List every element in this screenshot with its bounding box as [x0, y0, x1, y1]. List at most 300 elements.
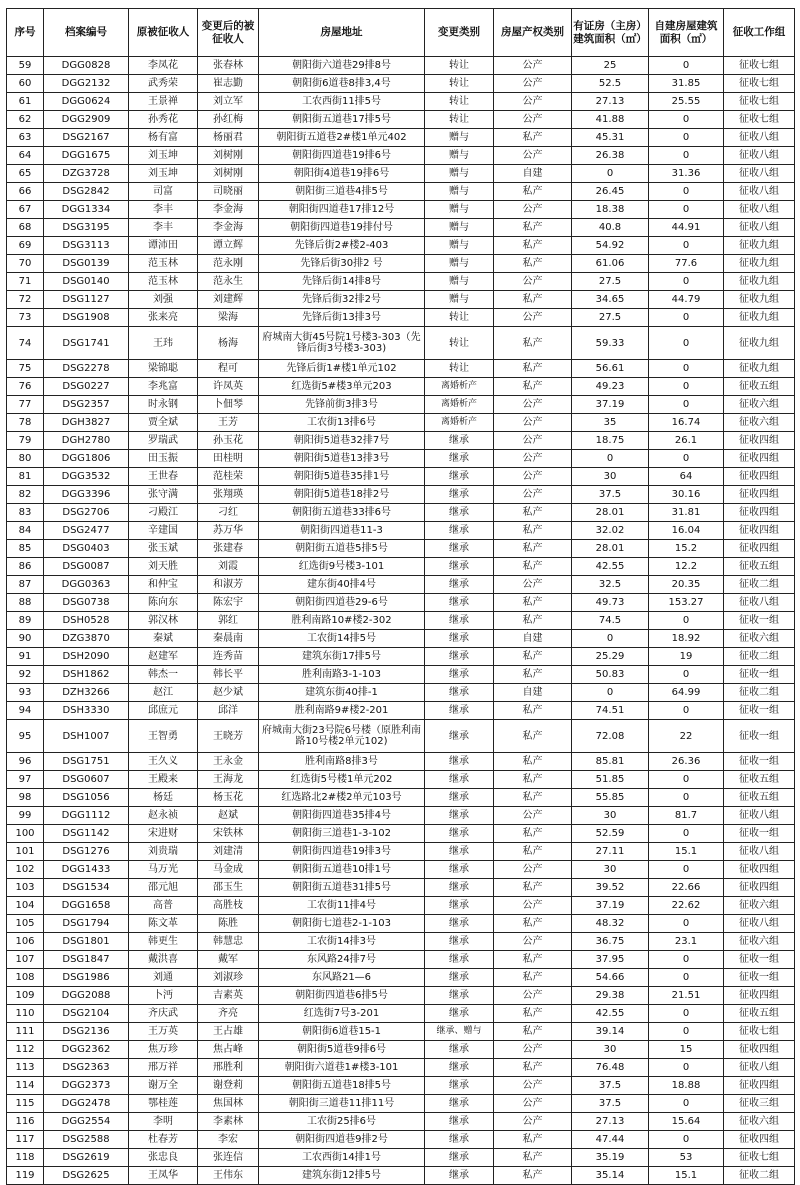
table-row [7, 933, 795, 951]
table-row [7, 1077, 795, 1095]
house-address-cell: 朝阳街七道巷2-1-103 [259, 915, 425, 933]
new-owner-cell: 戴军 [198, 951, 259, 969]
self-built-area-cell: 0 [649, 183, 724, 201]
house-address-cell: 东风路24排7号 [259, 951, 425, 969]
self-built-area-cell: 0 [649, 273, 724, 291]
row-number-cell: 65 [7, 165, 44, 183]
row-number-cell: 81 [7, 468, 44, 486]
house-address-cell: 朝阳街6道巷15-1 [259, 1023, 425, 1041]
certified-area-cell: 76.48 [572, 1059, 649, 1077]
row-number-cell: 115 [7, 1095, 44, 1113]
property-type-cell: 公产 [494, 414, 572, 432]
archive-id-cell: DSH3330 [44, 702, 129, 720]
table-row [7, 951, 795, 969]
change-type-cell: 转让 [425, 327, 494, 360]
work-group-cell: 征收一组 [724, 702, 795, 720]
property-type-cell: 公产 [494, 111, 572, 129]
change-type-cell: 转让 [425, 360, 494, 378]
property-type-cell: 私产 [494, 969, 572, 987]
header-cell: 房屋地址 [259, 9, 425, 57]
new-owner-cell: 邢胜利 [198, 1059, 259, 1077]
self-built-area-cell: 15.1 [649, 1167, 724, 1185]
certified-area-cell: 25 [572, 57, 649, 75]
original-owner-cell: 李丰 [129, 201, 198, 219]
change-type-cell: 继承、赠与 [425, 1023, 494, 1041]
house-address-cell: 朝阳街三道巷4排5号 [259, 183, 425, 201]
work-group-cell: 征收四组 [724, 987, 795, 1005]
table-row [7, 93, 795, 111]
header-cell: 变更类别 [425, 9, 494, 57]
row-number-cell: 116 [7, 1113, 44, 1131]
certified-area-cell: 0 [572, 684, 649, 702]
house-address-cell: 朝阳街5道巷18排2号 [259, 486, 425, 504]
work-group-cell: 征收五组 [724, 378, 795, 396]
house-address-cell: 朝阳街三道巷11排11号 [259, 1095, 425, 1113]
change-type-cell: 继承 [425, 612, 494, 630]
table-row [7, 1167, 795, 1185]
archive-id-cell: DSG1741 [44, 327, 129, 360]
original-owner-cell: 李丰 [129, 219, 198, 237]
archive-id-cell: DSG2357 [44, 396, 129, 414]
row-number-cell: 107 [7, 951, 44, 969]
house-address-cell: 工农街14排5号 [259, 630, 425, 648]
certified-area-cell: 0 [572, 450, 649, 468]
original-owner-cell: 时永钢 [129, 396, 198, 414]
table-row [7, 987, 795, 1005]
new-owner-cell: 王晓芳 [198, 720, 259, 753]
work-group-cell: 征收八组 [724, 915, 795, 933]
original-owner-cell: 韩杰一 [129, 666, 198, 684]
original-owner-cell: 武秀荣 [129, 75, 198, 93]
property-type-cell: 公产 [494, 147, 572, 165]
table-row [7, 219, 795, 237]
table-row [7, 558, 795, 576]
house-address-cell: 先锋后街2#楼2-403 [259, 237, 425, 255]
house-address-cell: 工农街13排6号 [259, 414, 425, 432]
self-built-area-cell: 0 [649, 969, 724, 987]
new-owner-cell: 杨丽君 [198, 129, 259, 147]
certified-area-cell: 45.31 [572, 129, 649, 147]
change-type-cell: 继承 [425, 504, 494, 522]
expropriation-table [6, 8, 795, 1185]
work-group-cell: 征收六组 [724, 396, 795, 414]
archive-id-cell: DGG0363 [44, 576, 129, 594]
change-type-cell: 转让 [425, 57, 494, 75]
row-number-cell: 110 [7, 1005, 44, 1023]
property-type-cell: 私产 [494, 183, 572, 201]
house-address-cell: 府城南大街23号院6号楼（原胜利南路10号楼2单元102) [259, 720, 425, 753]
house-address-cell: 工农街25排6号 [259, 1113, 425, 1131]
table-row [7, 57, 795, 75]
archive-id-cell: DZG3728 [44, 165, 129, 183]
property-type-cell: 私产 [494, 915, 572, 933]
new-owner-cell: 田桂明 [198, 450, 259, 468]
new-owner-cell: 范桂荣 [198, 468, 259, 486]
new-owner-cell: 赵少斌 [198, 684, 259, 702]
row-number-cell: 104 [7, 897, 44, 915]
new-owner-cell: 刘树刚 [198, 147, 259, 165]
work-group-cell: 征收三组 [724, 1095, 795, 1113]
self-built-area-cell: 22.62 [649, 897, 724, 915]
self-built-area-cell: 0 [649, 201, 724, 219]
house-address-cell: 胜利南路3-1-103 [259, 666, 425, 684]
change-type-cell: 赠与 [425, 165, 494, 183]
original-owner-cell: 谭沛田 [129, 237, 198, 255]
table-row [7, 147, 795, 165]
document-page [6, 8, 794, 1185]
original-owner-cell: 王智勇 [129, 720, 198, 753]
certified-area-cell: 35.14 [572, 1167, 649, 1185]
work-group-cell: 征收八组 [724, 843, 795, 861]
self-built-area-cell: 64 [649, 468, 724, 486]
row-number-cell: 71 [7, 273, 44, 291]
certified-area-cell: 37.5 [572, 486, 649, 504]
change-type-cell: 继承 [425, 825, 494, 843]
header-cell: 征收工作组 [724, 9, 795, 57]
self-built-area-cell: 0 [649, 666, 724, 684]
new-owner-cell: 李金海 [198, 219, 259, 237]
certified-area-cell: 49.73 [572, 594, 649, 612]
original-owner-cell: 秦斌 [129, 630, 198, 648]
self-built-area-cell: 0 [649, 1131, 724, 1149]
self-built-area-cell: 0 [649, 111, 724, 129]
original-owner-cell: 王万英 [129, 1023, 198, 1041]
work-group-cell: 征收九组 [724, 309, 795, 327]
self-built-area-cell: 19 [649, 648, 724, 666]
table-row [7, 522, 795, 540]
new-owner-cell: 吉素英 [198, 987, 259, 1005]
archive-id-cell: DSG1142 [44, 825, 129, 843]
change-type-cell: 继承 [425, 807, 494, 825]
row-number-cell: 62 [7, 111, 44, 129]
archive-id-cell: DSG1847 [44, 951, 129, 969]
original-owner-cell: 邱庶元 [129, 702, 198, 720]
original-owner-cell: 梁锦聪 [129, 360, 198, 378]
house-address-cell: 朝阳街5道巷35排1号 [259, 468, 425, 486]
house-address-cell: 先锋后街1#楼1单元102 [259, 360, 425, 378]
self-built-area-cell: 0 [649, 1023, 724, 1041]
certified-area-cell: 27.11 [572, 843, 649, 861]
certified-area-cell: 27.13 [572, 1113, 649, 1131]
change-type-cell: 赠与 [425, 147, 494, 165]
house-address-cell: 先锋后街30排2 号 [259, 255, 425, 273]
property-type-cell: 公产 [494, 468, 572, 486]
row-number-cell: 111 [7, 1023, 44, 1041]
original-owner-cell: 刘强 [129, 291, 198, 309]
house-address-cell: 先锋后街13排3号 [259, 309, 425, 327]
archive-id-cell: DSG0227 [44, 378, 129, 396]
work-group-cell: 征收八组 [724, 594, 795, 612]
new-owner-cell: 陈宏宇 [198, 594, 259, 612]
original-owner-cell: 王久义 [129, 753, 198, 771]
work-group-cell: 征收五组 [724, 558, 795, 576]
change-type-cell: 继承 [425, 1113, 494, 1131]
original-owner-cell: 杨廷 [129, 789, 198, 807]
original-owner-cell: 张忠良 [129, 1149, 198, 1167]
row-number-cell: 103 [7, 879, 44, 897]
property-type-cell: 私产 [494, 1059, 572, 1077]
certified-area-cell: 25.29 [572, 648, 649, 666]
self-built-area-cell: 0 [649, 57, 724, 75]
property-type-cell: 公产 [494, 273, 572, 291]
property-type-cell: 公产 [494, 57, 572, 75]
house-address-cell: 红选街5号楼1单元202 [259, 771, 425, 789]
self-built-area-cell: 64.99 [649, 684, 724, 702]
change-type-cell: 继承 [425, 897, 494, 915]
work-group-cell: 征收五组 [724, 1005, 795, 1023]
original-owner-cell: 王殿来 [129, 771, 198, 789]
self-built-area-cell: 0 [649, 825, 724, 843]
new-owner-cell: 程可 [198, 360, 259, 378]
self-built-area-cell: 12.2 [649, 558, 724, 576]
change-type-cell: 继承 [425, 468, 494, 486]
new-owner-cell: 陈胜 [198, 915, 259, 933]
work-group-cell: 征收五组 [724, 789, 795, 807]
table-header-row [7, 9, 795, 57]
property-type-cell: 私产 [494, 843, 572, 861]
archive-id-cell: DSG1056 [44, 789, 129, 807]
certified-area-cell: 52.5 [572, 75, 649, 93]
archive-id-cell: DZH3266 [44, 684, 129, 702]
work-group-cell: 征收七组 [724, 93, 795, 111]
work-group-cell: 征收九组 [724, 255, 795, 273]
change-type-cell: 赠与 [425, 129, 494, 147]
certified-area-cell: 51.85 [572, 771, 649, 789]
table-row [7, 807, 795, 825]
property-type-cell: 公产 [494, 807, 572, 825]
self-built-area-cell: 0 [649, 237, 724, 255]
table-row [7, 291, 795, 309]
house-address-cell: 先锋前街3排3号 [259, 396, 425, 414]
self-built-area-cell: 44.79 [649, 291, 724, 309]
work-group-cell: 征收八组 [724, 129, 795, 147]
table-row [7, 378, 795, 396]
certified-area-cell: 39.52 [572, 879, 649, 897]
change-type-cell: 继承 [425, 933, 494, 951]
original-owner-cell: 孙秀花 [129, 111, 198, 129]
change-type-cell: 继承 [425, 915, 494, 933]
house-address-cell: 朝阳街四道巷35排4号 [259, 807, 425, 825]
header-cell: 变更后的被征收人 [198, 9, 259, 57]
house-address-cell: 朝阳街五道巷17排5号 [259, 111, 425, 129]
property-type-cell: 私产 [494, 1149, 572, 1167]
row-number-cell: 68 [7, 219, 44, 237]
row-number-cell: 100 [7, 825, 44, 843]
work-group-cell: 征收一组 [724, 951, 795, 969]
change-type-cell: 赠与 [425, 183, 494, 201]
row-number-cell: 78 [7, 414, 44, 432]
property-type-cell: 私产 [494, 702, 572, 720]
new-owner-cell: 马金成 [198, 861, 259, 879]
property-type-cell: 私产 [494, 378, 572, 396]
certified-area-cell: 37.5 [572, 1077, 649, 1095]
property-type-cell: 公产 [494, 396, 572, 414]
change-type-cell: 继承 [425, 1131, 494, 1149]
archive-id-cell: DSG0738 [44, 594, 129, 612]
row-number-cell: 73 [7, 309, 44, 327]
house-address-cell: 朝阳街五道巷31排5号 [259, 879, 425, 897]
self-built-area-cell: 0 [649, 396, 724, 414]
certified-area-cell: 41.88 [572, 111, 649, 129]
new-owner-cell: 韩长平 [198, 666, 259, 684]
house-address-cell: 红选街5#楼3单元203 [259, 378, 425, 396]
table-row [7, 540, 795, 558]
row-number-cell: 94 [7, 702, 44, 720]
work-group-cell: 征收八组 [724, 147, 795, 165]
table-row [7, 771, 795, 789]
property-type-cell: 私产 [494, 360, 572, 378]
table-row [7, 594, 795, 612]
self-built-area-cell: 0 [649, 450, 724, 468]
self-built-area-cell: 15 [649, 1041, 724, 1059]
table-row [7, 486, 795, 504]
new-owner-cell: 刘霞 [198, 558, 259, 576]
table-row [7, 309, 795, 327]
header-cell: 房屋产权类别 [494, 9, 572, 57]
work-group-cell: 征收七组 [724, 57, 795, 75]
work-group-cell: 征收二组 [724, 684, 795, 702]
new-owner-cell: 崔志勤 [198, 75, 259, 93]
archive-id-cell: DSG1986 [44, 969, 129, 987]
archive-id-cell: DSG2104 [44, 1005, 129, 1023]
archive-id-cell: DGG2909 [44, 111, 129, 129]
table-row [7, 576, 795, 594]
property-type-cell: 公产 [494, 576, 572, 594]
property-type-cell: 公产 [494, 1077, 572, 1095]
header-cell: 原被征收人 [129, 9, 198, 57]
new-owner-cell: 王占雄 [198, 1023, 259, 1041]
change-type-cell: 继承 [425, 951, 494, 969]
work-group-cell: 征收一组 [724, 666, 795, 684]
property-type-cell: 公产 [494, 861, 572, 879]
property-type-cell: 私产 [494, 540, 572, 558]
row-number-cell: 59 [7, 57, 44, 75]
new-owner-cell: 秦晨南 [198, 630, 259, 648]
row-number-cell: 84 [7, 522, 44, 540]
original-owner-cell: 赵江 [129, 684, 198, 702]
house-address-cell: 红选路北2#楼2单元103号 [259, 789, 425, 807]
row-number-cell: 70 [7, 255, 44, 273]
certified-area-cell: 54.66 [572, 969, 649, 987]
property-type-cell: 私产 [494, 129, 572, 147]
change-type-cell: 继承 [425, 861, 494, 879]
change-type-cell: 继承 [425, 1149, 494, 1167]
self-built-area-cell: 20.35 [649, 576, 724, 594]
change-type-cell: 转让 [425, 309, 494, 327]
table-row [7, 504, 795, 522]
original-owner-cell: 范玉林 [129, 255, 198, 273]
new-owner-cell: 王芳 [198, 414, 259, 432]
table-row [7, 165, 795, 183]
house-address-cell: 红选街7号3-201 [259, 1005, 425, 1023]
row-number-cell: 105 [7, 915, 44, 933]
archive-id-cell: DSG3113 [44, 237, 129, 255]
house-address-cell: 朝阳街四道巷19排3号 [259, 843, 425, 861]
new-owner-cell: 杨玉花 [198, 789, 259, 807]
self-built-area-cell: 53 [649, 1149, 724, 1167]
archive-id-cell: DGG2554 [44, 1113, 129, 1131]
self-built-area-cell: 0 [649, 1005, 724, 1023]
certified-area-cell: 32.02 [572, 522, 649, 540]
certified-area-cell: 35.19 [572, 1149, 649, 1167]
row-number-cell: 113 [7, 1059, 44, 1077]
work-group-cell: 征收六组 [724, 933, 795, 951]
original-owner-cell: 王玮 [129, 327, 198, 360]
house-address-cell: 朝阳街6道巷8排3,4号 [259, 75, 425, 93]
work-group-cell: 征收九组 [724, 360, 795, 378]
row-number-cell: 82 [7, 486, 44, 504]
work-group-cell: 征收四组 [724, 1077, 795, 1095]
table-row [7, 612, 795, 630]
original-owner-cell: 张来亮 [129, 309, 198, 327]
row-number-cell: 95 [7, 720, 44, 753]
row-number-cell: 69 [7, 237, 44, 255]
row-number-cell: 90 [7, 630, 44, 648]
new-owner-cell: 刘建清 [198, 843, 259, 861]
property-type-cell: 私产 [494, 1023, 572, 1041]
work-group-cell: 征收七组 [724, 1149, 795, 1167]
house-address-cell: 朝阳街三道巷1-3-102 [259, 825, 425, 843]
original-owner-cell: 鄂桂莲 [129, 1095, 198, 1113]
original-owner-cell: 王凤华 [129, 1167, 198, 1185]
archive-id-cell: DZG3870 [44, 630, 129, 648]
row-number-cell: 67 [7, 201, 44, 219]
property-type-cell: 公产 [494, 201, 572, 219]
house-address-cell: 朝阳街四道巷6排5号 [259, 987, 425, 1005]
property-type-cell: 公产 [494, 450, 572, 468]
row-number-cell: 96 [7, 753, 44, 771]
archive-id-cell: DGG3532 [44, 468, 129, 486]
new-owner-cell: 王伟东 [198, 1167, 259, 1185]
table-row [7, 1095, 795, 1113]
archive-id-cell: DGG3396 [44, 486, 129, 504]
original-owner-cell: 谢万全 [129, 1077, 198, 1095]
change-type-cell: 继承 [425, 558, 494, 576]
row-number-cell: 83 [7, 504, 44, 522]
change-type-cell: 继承 [425, 540, 494, 558]
self-built-area-cell: 31.85 [649, 75, 724, 93]
new-owner-cell: 焦国林 [198, 1095, 259, 1113]
new-owner-cell: 张春林 [198, 57, 259, 75]
work-group-cell: 征收二组 [724, 1167, 795, 1185]
self-built-area-cell: 0 [649, 861, 724, 879]
self-built-area-cell: 0 [649, 951, 724, 969]
original-owner-cell: 杜春芳 [129, 1131, 198, 1149]
work-group-cell: 征收八组 [724, 165, 795, 183]
house-address-cell: 胜利南路9#楼2-201 [259, 702, 425, 720]
property-type-cell: 私产 [494, 666, 572, 684]
archive-id-cell: DGG1334 [44, 201, 129, 219]
new-owner-cell: 齐亮 [198, 1005, 259, 1023]
work-group-cell: 征收一组 [724, 720, 795, 753]
new-owner-cell: 范永生 [198, 273, 259, 291]
certified-area-cell: 28.01 [572, 504, 649, 522]
archive-id-cell: DSH1007 [44, 720, 129, 753]
certified-area-cell: 85.81 [572, 753, 649, 771]
table-row [7, 1059, 795, 1077]
original-owner-cell: 戴洪喜 [129, 951, 198, 969]
certified-area-cell: 36.75 [572, 933, 649, 951]
archive-id-cell: DSG2588 [44, 1131, 129, 1149]
original-owner-cell: 郭汉林 [129, 612, 198, 630]
table-row [7, 666, 795, 684]
work-group-cell: 征收四组 [724, 486, 795, 504]
certified-area-cell: 30 [572, 807, 649, 825]
table-row [7, 255, 795, 273]
table-row [7, 1149, 795, 1167]
row-number-cell: 87 [7, 576, 44, 594]
archive-id-cell: DGH2780 [44, 432, 129, 450]
